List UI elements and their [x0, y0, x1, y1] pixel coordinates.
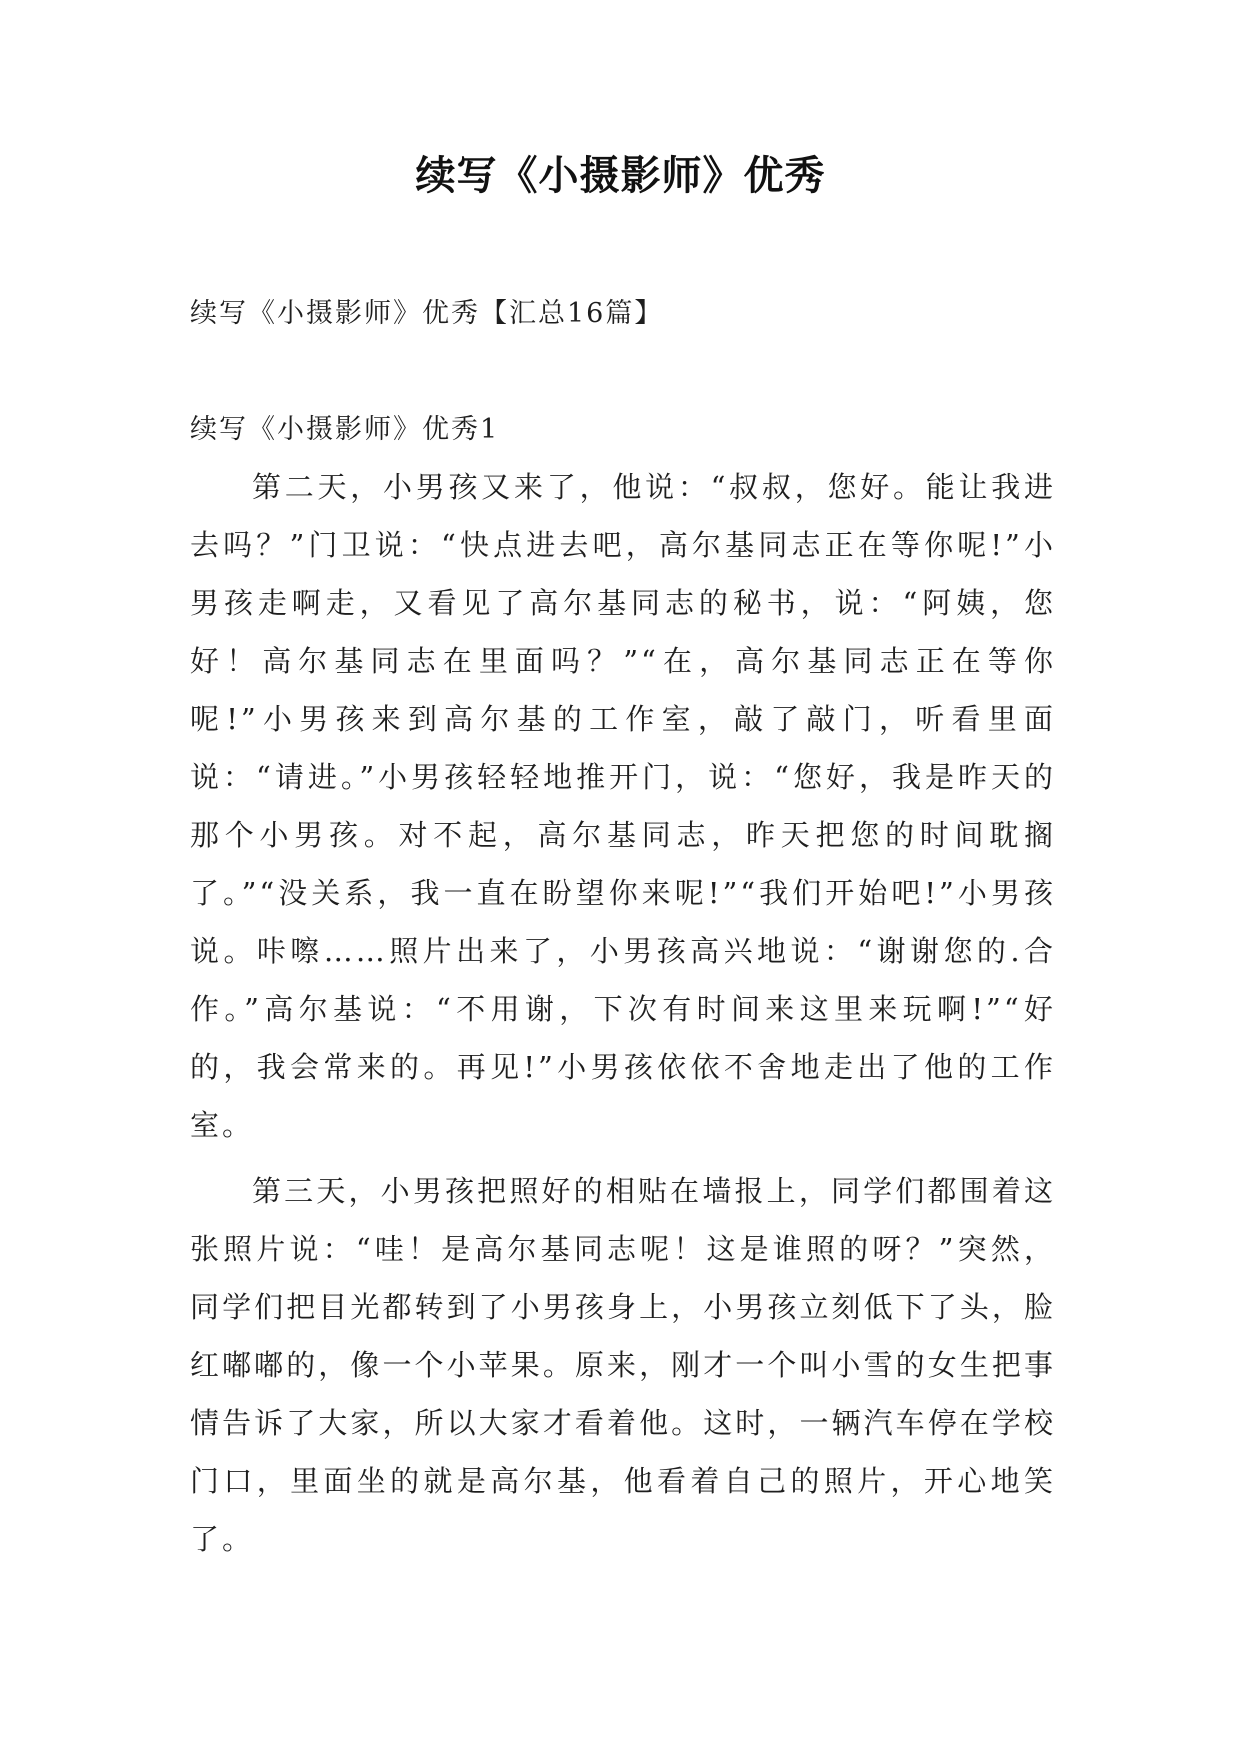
paragraph-1: 第二天，小男孩又来了，他说：“叔叔，您好。能让我进去吗？”门卫说：“快点进去吧，高尔基同志正在等你呢!”小男孩走啊走，又看见了高尔基同志的秘书，说：“阿姨，您好！高尔基同志在里面吗？”“在，高尔基同志正在等你呢!”小男孩来到高尔基的工作室，敲了敲门，听看里面说：“请进。”小男孩轻轻地推开门，说：“您好，我是昨天的那个小男孩。对不起，高尔基同志，昨天把您的时间耽搁了。”“没关系，我一直在盼望你来呢!”“我们开始吧!”小男孩说。咔嚓……照片出来了，小男孩高兴地说：“谢谢您的.合作。”高尔基说：“不用谢，下次有时间来这里来玩啊!”“好的，我会常来的。再见!”小男孩依依不舍地走出了他的工作室。 — [190, 470, 1056, 1142]
article-body — [190, 458, 1056, 1576]
document-title: 续写《小摄影师》优秀 — [415, 152, 826, 199]
document-subtitle: 续写《小摄影师》优秀【汇总16篇】 — [190, 298, 664, 329]
section-heading: 续写《小摄影师》优秀1 — [190, 414, 500, 445]
paragraph-2: 第三天，小男孩把照好的相贴在墙报上，同学们都围着这张照片说：“哇！是高尔基同志呢！这是谁照的呀？”突然，同学们把目光都转到了小男孩身上，小男孩立刻低下了头，脸红嘟嘟的，像一个小苹果。原来，刚才一个叫小雪的女生把事情告诉了大家，所以大家才看着他。这时，一辆汽车停在学校门口，里面坐的就是高尔基，他看着自己的照片，开心地笑了。 — [190, 1174, 1056, 1556]
